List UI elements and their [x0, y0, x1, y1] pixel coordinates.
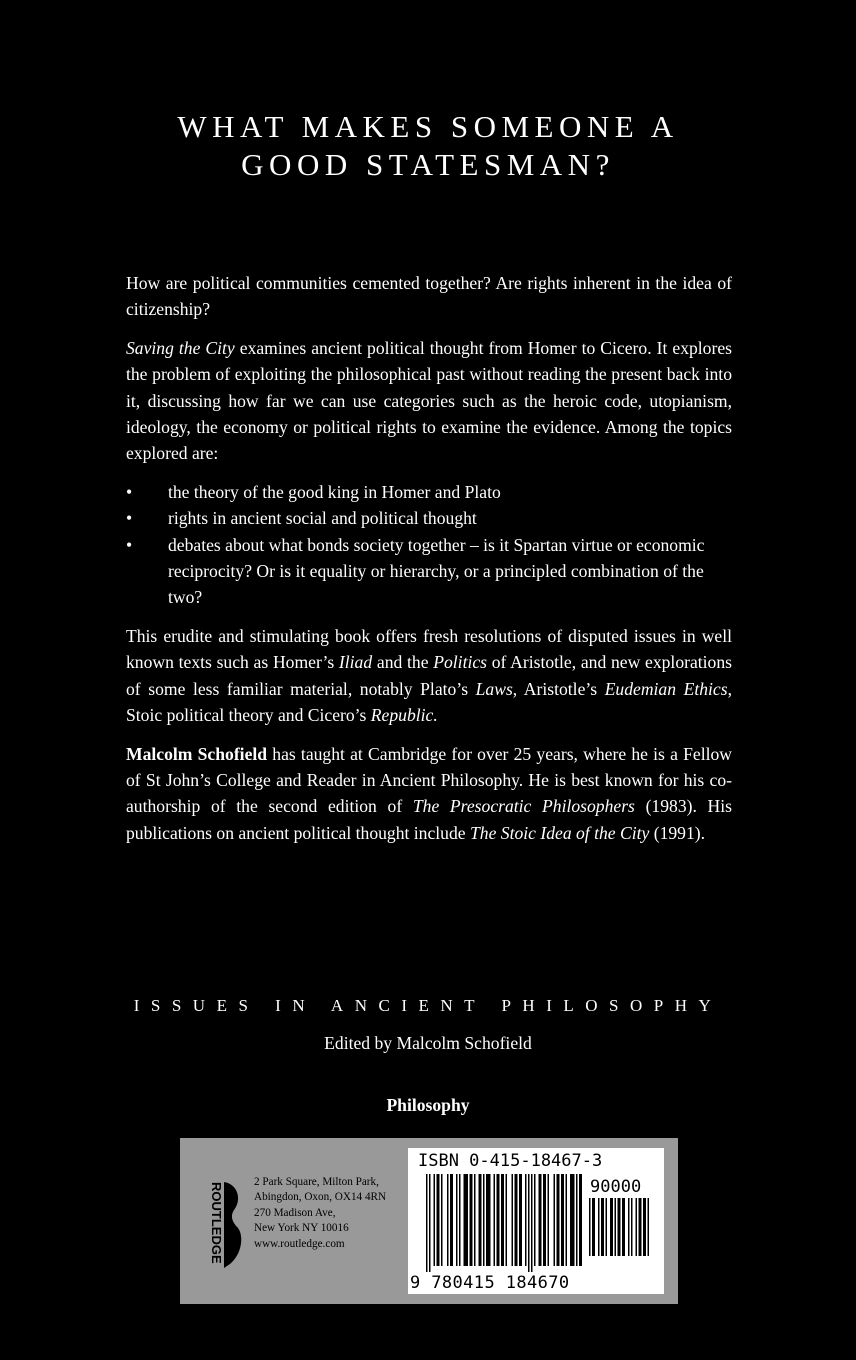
barcode-bar — [506, 1174, 508, 1266]
barcode-bar — [486, 1174, 491, 1266]
barcode-bar — [531, 1174, 533, 1272]
bullet-icon: • — [126, 481, 133, 502]
isbn-label: ISBN 0-415-18467-3 — [418, 1151, 603, 1171]
barcode-bar — [566, 1174, 568, 1266]
topics-list — [126, 479, 732, 611]
routledge-logo-icon — [190, 1178, 246, 1270]
text-run: , Stoic political theory and Cicero’s — [126, 678, 732, 726]
barcode-bar — [622, 1198, 625, 1256]
address-line: New York NY 10016 — [254, 1222, 349, 1235]
text-run: of Aristotle, and new explorations of some less familiar material, notably Plato’s — [126, 652, 732, 699]
subject-category: Philosophy — [386, 1095, 470, 1115]
barcode-bar — [598, 1198, 600, 1256]
barcode-bar — [426, 1174, 428, 1272]
barcode-bar — [618, 1198, 621, 1256]
barcode-bar — [648, 1198, 650, 1256]
work-title: Laws — [475, 678, 513, 699]
bullet-icon: • — [126, 508, 133, 529]
headline-line-2: GOOD STATESMAN? — [241, 147, 615, 182]
barcode-bar — [543, 1174, 546, 1266]
barcode-bar — [470, 1174, 473, 1266]
list-item — [126, 505, 732, 531]
barcode-bar — [534, 1174, 536, 1266]
bullet-icon: • — [126, 534, 133, 555]
barcode-bar — [615, 1198, 617, 1256]
series-editor: Edited by Malcolm Schofield — [324, 1033, 532, 1053]
logo-wordmark: ROUTLEDGE — [209, 1182, 224, 1264]
series-name: ISSUES IN ANCIENT PHILOSOPHY — [133, 996, 723, 1015]
barcode-bar — [483, 1174, 485, 1266]
topic-text: the theory of the good king in Homer and Plato — [168, 481, 501, 502]
barcode-bar — [497, 1174, 500, 1266]
text-run: (1991). — [649, 822, 706, 843]
work-title: The Stoic Idea of the City — [469, 822, 650, 843]
barcode-bar — [548, 1174, 550, 1266]
barcode-bar — [601, 1198, 604, 1256]
author-bio — [126, 741, 732, 847]
blurb — [126, 270, 732, 858]
address-line: 270 Madison Ave, — [254, 1206, 336, 1219]
barcode-bar — [639, 1198, 642, 1256]
barcode-bar — [456, 1174, 458, 1266]
barcode-bar — [450, 1174, 453, 1266]
list-item — [126, 532, 732, 611]
barcode-bar — [464, 1174, 469, 1266]
book-title: Saving the City — [126, 337, 235, 358]
barcode-bar — [447, 1174, 449, 1266]
ean-barcode-icon — [426, 1174, 582, 1274]
address-line: 2 Park Square, Milton Park, — [254, 1176, 379, 1188]
barcode-bar — [437, 1174, 440, 1266]
description-text: examines ancient political thought from Homer to Cicero. It explores the problem of exploiting the philosophical past without reading the present back into it, discussing how far we can use categories such as the heroic code, utopianism, ideology, the economy or political rights to examine the evidence. Among the topics explored are: — [126, 337, 732, 464]
barcode-bar — [589, 1198, 591, 1256]
intro-paragraph: How are political communities cemented together? Are rights inherent in the idea of citizenship? — [126, 273, 732, 320]
list-item — [126, 479, 732, 505]
address-line: Abingdon, Oxon, OX14 4RN — [254, 1191, 387, 1204]
barcode-bar — [570, 1174, 575, 1266]
publisher-panel — [180, 1138, 678, 1304]
work-title: Politics — [433, 652, 488, 673]
barcode-bar — [561, 1174, 564, 1266]
addon-code: 90000 — [590, 1177, 642, 1197]
description-paragraph — [126, 335, 732, 467]
barcode-bar — [459, 1174, 461, 1266]
barcode-bar — [579, 1174, 582, 1266]
barcode-bar — [557, 1174, 560, 1266]
text-run: This erudite and stimulating book offers fresh resolutions of disputed issues in well known texts such as Homer’s — [126, 625, 732, 673]
work-title: Republic. — [370, 705, 438, 726]
isbn-barcode — [408, 1148, 664, 1294]
barcode-bar — [441, 1174, 443, 1266]
text-run: and the — [372, 652, 434, 673]
barcode-bar — [519, 1174, 522, 1266]
headline-line-1: WHAT MAKES SOMEONE A — [177, 109, 679, 144]
barcode-bar — [474, 1174, 476, 1266]
barcode-bar — [554, 1174, 556, 1266]
author-name: Malcolm Schofield — [126, 743, 268, 764]
topic-text: rights in ancient social and political thought — [168, 508, 477, 529]
barcode-bar — [501, 1174, 504, 1266]
topic-text: debates about what bonds society together – is it Spartan virtue or economic reciprocity? Or is it equality or hierarchy, or a principled combination of the two? — [168, 534, 705, 608]
ean-number: 9 780415 184670 — [410, 1273, 570, 1293]
barcode-bar — [515, 1174, 518, 1266]
barcode-bar — [525, 1174, 527, 1266]
publisher-address — [254, 1175, 386, 1252]
work-title: Iliad — [338, 652, 373, 673]
barcode-bar — [628, 1198, 630, 1256]
barcode-bar — [539, 1174, 542, 1266]
barcode-bar — [631, 1198, 633, 1256]
text-run: , Aristotle’s — [512, 678, 605, 699]
barcode-bar — [643, 1198, 646, 1256]
back-cover-headline — [0, 108, 856, 184]
work-title: The Presocratic Philosophers — [412, 796, 635, 817]
barcode-bar — [576, 1174, 578, 1266]
text-run: has taught at Cambridge for over 25 years, where he is a Fellow of St John’s College and Reader in Ancient Philosophy. He is best known for his co-authorship of the second edition of — [126, 743, 732, 817]
erudite-paragraph — [126, 623, 732, 729]
barcode-bar — [606, 1198, 608, 1256]
barcode-bar — [512, 1174, 514, 1266]
barcode-bar — [636, 1198, 638, 1256]
barcode-bar — [434, 1174, 436, 1266]
barcode-bar — [592, 1198, 595, 1256]
addon-barcode-icon — [589, 1198, 661, 1256]
barcode-bar — [429, 1174, 431, 1272]
barcode-bar — [479, 1174, 482, 1266]
barcode-bar — [494, 1174, 496, 1266]
barcode-bar — [528, 1174, 530, 1272]
barcode-bar — [610, 1198, 613, 1256]
publisher-website: www.routledge.com — [254, 1237, 345, 1250]
text-run: (1983). His publications on ancient political thought include — [126, 796, 732, 843]
work-title: Eudemian Ethics — [604, 678, 728, 699]
